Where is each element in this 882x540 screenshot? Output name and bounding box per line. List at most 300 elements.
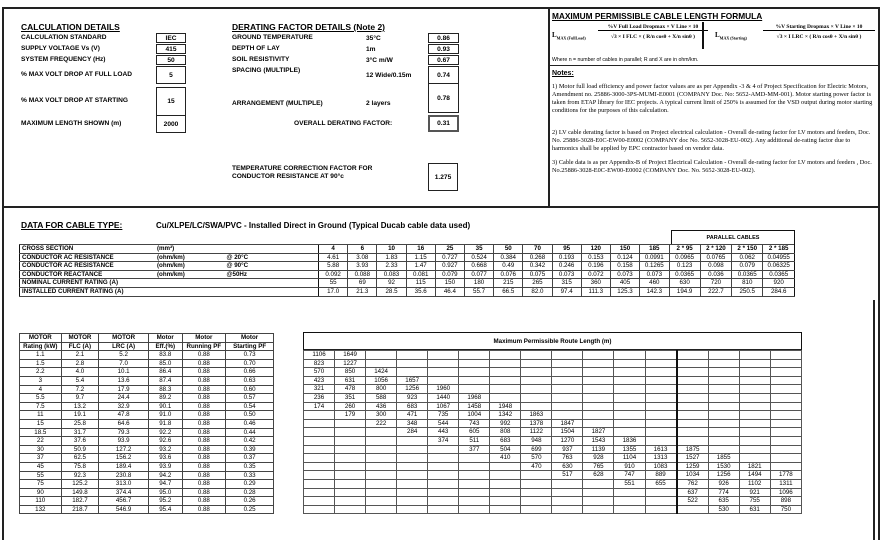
route-length-cell bbox=[490, 359, 521, 368]
route-length-cell bbox=[521, 497, 552, 506]
route-length-cell: 530 bbox=[708, 505, 739, 514]
route-length-cell: 1968 bbox=[459, 393, 490, 402]
route-length-cell: 1102 bbox=[739, 479, 770, 488]
motor-cell: 64.6 bbox=[99, 419, 149, 428]
route-length-cell bbox=[335, 488, 366, 497]
route-length-cell bbox=[552, 385, 583, 394]
cable-cell: 1.47 bbox=[406, 262, 435, 271]
route-length-cell: 631 bbox=[739, 505, 770, 514]
route-length-cell: 588 bbox=[366, 393, 397, 402]
cable-cell: 95 bbox=[552, 245, 581, 254]
route-length-cell bbox=[366, 471, 397, 480]
motor-cell: 5.4 bbox=[61, 376, 99, 385]
route-length-cell: 755 bbox=[739, 497, 770, 506]
route-length-cell bbox=[459, 454, 490, 463]
route-length-cell bbox=[366, 359, 397, 368]
motor-cell: 0.42 bbox=[226, 437, 274, 446]
route-length-cell: 1504 bbox=[552, 428, 583, 437]
route-length-cell bbox=[397, 462, 428, 471]
route-length-cell bbox=[583, 385, 614, 394]
route-length-cell: 1259 bbox=[677, 462, 709, 471]
calc-label: SYSTEM FREQUENCY (Hz) bbox=[21, 55, 106, 63]
calc-value-field: IEC bbox=[156, 33, 186, 43]
cable-cell: 0.098 bbox=[700, 262, 731, 271]
cable-row-condition bbox=[224, 279, 318, 288]
route-length-cell: 605 bbox=[459, 428, 490, 437]
cable-cell: 2.33 bbox=[377, 262, 406, 271]
motor-cell: 125.2 bbox=[61, 480, 99, 489]
route-length-cell bbox=[521, 479, 552, 488]
cable-cell: 82.0 bbox=[523, 287, 552, 296]
route-length-cell bbox=[739, 351, 770, 360]
route-length-cell: 236 bbox=[304, 393, 335, 402]
motor-row bbox=[20, 480, 274, 489]
motor-column-header: Eff.(%) bbox=[149, 342, 183, 351]
cable-cell: 4 bbox=[319, 245, 348, 254]
route-length-cell: 1863 bbox=[521, 411, 552, 420]
route-length-cell bbox=[366, 479, 397, 488]
route-length-cell bbox=[614, 359, 645, 368]
route-length-cell bbox=[490, 376, 521, 385]
note-1: 1) Motor full load efficiency and power factor values are as per Appendix -3 & 4 of Project Specification for Electric Motors, Amendment no. 25886-3000-3PS-MUMI-E0001 (COMPANY Doc. No: 5652-AMD-MM-001). Motor starting power factor is taken from ETAP library for IEC projects. A typical current limit of 250% is assumed for the VSD output during motor starting conditions for the purposes of this calculation. bbox=[552, 83, 873, 114]
motor-cell: 31.7 bbox=[61, 428, 99, 437]
cable-cell: 46.4 bbox=[435, 287, 464, 296]
motor-cell: 0.33 bbox=[226, 471, 274, 480]
route-length-cell bbox=[397, 479, 428, 488]
motor-cell: 62.5 bbox=[61, 454, 99, 463]
route-row bbox=[304, 488, 802, 497]
route-length-cell bbox=[366, 351, 397, 360]
motor-column-header: Motor bbox=[149, 334, 183, 343]
route-length-cell: 222 bbox=[366, 419, 397, 428]
calc-label: % MAX VOLT DROP AT FULL LOAD bbox=[21, 70, 132, 78]
motor-cell: 55 bbox=[20, 471, 62, 480]
route-length-cell: 471 bbox=[397, 411, 428, 420]
note-2: 2) LV cable derating factor is based on Project electrical calculation - Overall de-rating factor for LV motors and feeders, Doc. No. 25886-3028-E0C-EW00-E0002 (COMPANY doc No. 5652-3028-EU-002). Any additional de-rating factor due to harmonics shall be applied by EPC contractor based on vendor data. bbox=[552, 129, 871, 152]
notes-title: Notes: bbox=[552, 70, 574, 77]
cable-row bbox=[20, 270, 795, 279]
cable-cell: 28.5 bbox=[377, 287, 406, 296]
route-length-cell: 1527 bbox=[677, 454, 709, 463]
motor-cell: 4.0 bbox=[61, 368, 99, 377]
route-length-cell bbox=[583, 488, 614, 497]
motor-column-header: Starting PF bbox=[226, 342, 274, 351]
route-length-cell bbox=[770, 411, 801, 420]
motor-cell: 0.88 bbox=[182, 419, 226, 428]
route-length-cell: 921 bbox=[739, 488, 770, 497]
cable-cell: 0.124 bbox=[610, 253, 639, 262]
route-length-cell bbox=[708, 436, 739, 445]
route-length-cell bbox=[552, 411, 583, 420]
cable-cell: 55 bbox=[319, 279, 348, 288]
route-length-cell bbox=[708, 419, 739, 428]
route-length-cell bbox=[490, 385, 521, 394]
cable-row-name: NOMINAL CURRENT RATING (A) bbox=[20, 279, 156, 288]
cable-cell: 0.04955 bbox=[763, 253, 795, 262]
route-length-cell: 1458 bbox=[459, 402, 490, 411]
route-length-cell: 1096 bbox=[770, 488, 801, 497]
cable-row-name: CONDUCTOR AC RESISTANCE bbox=[20, 253, 156, 262]
motor-cell: 1.1 bbox=[20, 351, 62, 360]
route-length-cell bbox=[366, 454, 397, 463]
derating-label: GROUND TEMPERATURE bbox=[232, 34, 313, 41]
derating-value-field: 0.67 bbox=[428, 55, 459, 65]
motor-cell: 91.8 bbox=[149, 419, 183, 428]
cable-cell: 265 bbox=[523, 279, 552, 288]
cable-row-unit: (ohm/km) bbox=[155, 262, 224, 271]
route-length-cell: 628 bbox=[583, 471, 614, 480]
route-length-cell bbox=[552, 402, 583, 411]
motor-cell: 13.6 bbox=[99, 376, 149, 385]
cable-row-unit: (ohm/km) bbox=[155, 270, 224, 279]
motor-row bbox=[20, 437, 274, 446]
cable-cell: 0.073 bbox=[640, 270, 669, 279]
route-length-cell bbox=[335, 445, 366, 454]
formula-starting-denominator: √3 × I LRC × ( R/n cosθ + X/n sinθ ) bbox=[776, 34, 862, 40]
temp-correction-label-2: CONDUCTOR RESISTANCE AT 90°c bbox=[232, 173, 344, 180]
derating-parameter: 3°C m/W bbox=[366, 57, 393, 64]
motor-cell: 37 bbox=[20, 454, 62, 463]
route-length-cell bbox=[397, 359, 428, 368]
route-length-cell bbox=[614, 505, 645, 514]
cable-cell: 3.93 bbox=[348, 262, 377, 271]
route-row bbox=[304, 402, 802, 411]
motor-row bbox=[20, 376, 274, 385]
route-length-title: Maximum Permissible Route Length (m) bbox=[303, 332, 802, 350]
derating-value-field: 0.74 bbox=[428, 66, 459, 84]
route-row bbox=[304, 479, 802, 488]
motor-row bbox=[20, 368, 274, 377]
route-length-cell: 570 bbox=[521, 454, 552, 463]
cable-cell: 125.3 bbox=[610, 287, 639, 296]
route-length-cell: 570 bbox=[304, 368, 335, 377]
calc-value-field: 2000 bbox=[156, 115, 186, 133]
route-length-cell: 1355 bbox=[614, 445, 645, 454]
route-length-cell bbox=[770, 393, 801, 402]
motor-row bbox=[20, 471, 274, 480]
motor-cell: 22 bbox=[20, 437, 62, 446]
route-length-cell bbox=[490, 462, 521, 471]
route-length-cell bbox=[304, 471, 335, 480]
cable-row bbox=[20, 253, 795, 262]
route-length-cell bbox=[428, 376, 459, 385]
route-length-cell: 1104 bbox=[614, 454, 645, 463]
cable-cell: 0.153 bbox=[581, 253, 610, 262]
motor-cell: 182.7 bbox=[61, 497, 99, 506]
route-length-cell: 1378 bbox=[521, 419, 552, 428]
cable-cell: 0.075 bbox=[523, 270, 552, 279]
notes-list bbox=[552, 83, 878, 181]
cable-row-unit bbox=[155, 279, 224, 288]
route-length-cell: 889 bbox=[645, 471, 677, 480]
route-length-cell bbox=[645, 351, 677, 360]
cable-cell: 0.123 bbox=[669, 262, 700, 271]
cable-cell: 6 bbox=[348, 245, 377, 254]
cable-row-unit bbox=[155, 287, 224, 296]
motor-cell: 47.8 bbox=[99, 411, 149, 420]
cable-cell: 2 * 95 bbox=[669, 245, 700, 254]
route-length-cell: 683 bbox=[490, 436, 521, 445]
route-length-cell bbox=[304, 505, 335, 514]
route-length-cell bbox=[583, 359, 614, 368]
cable-row-condition: @50Hz bbox=[224, 270, 318, 279]
route-length-cell bbox=[428, 454, 459, 463]
route-length-cell bbox=[335, 471, 366, 480]
cable-cell: 35 bbox=[464, 245, 493, 254]
route-length-cell bbox=[645, 359, 677, 368]
route-length-cell: 1847 bbox=[552, 419, 583, 428]
cable-row-unit: (mm²) bbox=[155, 245, 224, 254]
route-row bbox=[304, 505, 802, 514]
route-length-cell bbox=[677, 436, 709, 445]
route-length-cell bbox=[645, 393, 677, 402]
route-length-cell: 1313 bbox=[645, 454, 677, 463]
route-length-cell bbox=[614, 351, 645, 360]
motor-cell: 45 bbox=[20, 462, 62, 471]
route-length-cell bbox=[521, 385, 552, 394]
route-length-cell bbox=[739, 402, 770, 411]
motor-cell: 0.88 bbox=[182, 385, 226, 394]
temp-correction-value: 1.275 bbox=[428, 163, 458, 191]
route-length-cell: 551 bbox=[614, 479, 645, 488]
route-length-cell: 992 bbox=[490, 419, 521, 428]
route-length-cell: 937 bbox=[552, 445, 583, 454]
cable-cell: 0.079 bbox=[435, 270, 464, 279]
route-length-cell: 436 bbox=[366, 402, 397, 411]
route-length-cell bbox=[739, 368, 770, 377]
calc-value-field: 415 bbox=[156, 44, 186, 54]
route-length-cell bbox=[459, 488, 490, 497]
route-length-cell bbox=[304, 411, 335, 420]
route-length-cell bbox=[645, 385, 677, 394]
motor-cell: 50.9 bbox=[61, 445, 99, 454]
route-length-cell bbox=[739, 385, 770, 394]
cable-cell: 16 bbox=[406, 245, 435, 254]
formula-where-text: Where n = number of cables in parallel; R and X are in ohm/km. bbox=[552, 57, 699, 63]
cable-cell: 0.524 bbox=[464, 253, 493, 262]
motor-cell: 94.2 bbox=[149, 471, 183, 480]
route-length-cell bbox=[459, 497, 490, 506]
calc-value-field: 5 bbox=[156, 66, 186, 84]
cable-cell: 1.83 bbox=[377, 253, 406, 262]
route-length-cell: 284 bbox=[397, 428, 428, 437]
cable-cell: 194.9 bbox=[669, 287, 700, 296]
motor-row bbox=[20, 462, 274, 471]
cable-cell: 720 bbox=[700, 279, 731, 288]
route-length-cell: 1122 bbox=[521, 428, 552, 437]
motor-cell: 91.0 bbox=[149, 411, 183, 420]
calc-value-field: 50 bbox=[156, 55, 186, 65]
cable-row-name: CONDUCTOR REACTANCE bbox=[20, 270, 156, 279]
motor-cell: 0.35 bbox=[226, 462, 274, 471]
cable-cell: 0.668 bbox=[464, 262, 493, 271]
cable-cell: 150 bbox=[610, 245, 639, 254]
cable-cell: 315 bbox=[552, 279, 581, 288]
cable-cell: 0.246 bbox=[552, 262, 581, 271]
motor-cell: 92.2 bbox=[149, 428, 183, 437]
route-length-cell bbox=[366, 436, 397, 445]
route-length-cell bbox=[304, 462, 335, 471]
route-length-cell bbox=[304, 488, 335, 497]
formula-title: MAXIMUM PERMISSIBLE CABLE LENGTH FORMULA bbox=[552, 11, 763, 21]
route-length-cell bbox=[614, 376, 645, 385]
cable-cell: 69 bbox=[348, 279, 377, 288]
route-length-cell: 774 bbox=[708, 488, 739, 497]
calc-value-field: 15 bbox=[156, 87, 186, 116]
route-length-cell: 823 bbox=[304, 359, 335, 368]
route-length-cell bbox=[366, 445, 397, 454]
motor-cell: 456.7 bbox=[99, 497, 149, 506]
cable-cell: 0.036 bbox=[700, 270, 731, 279]
route-length-cell: 765 bbox=[583, 462, 614, 471]
cable-cell: 97.4 bbox=[552, 287, 581, 296]
route-length-cell bbox=[614, 419, 645, 428]
route-length-cell bbox=[645, 428, 677, 437]
route-length-cell bbox=[614, 411, 645, 420]
route-length-cell bbox=[459, 368, 490, 377]
motor-cell: 189.4 bbox=[99, 462, 149, 471]
route-length-cell bbox=[397, 471, 428, 480]
route-length-cell bbox=[770, 419, 801, 428]
route-length-cell: 910 bbox=[614, 462, 645, 471]
motor-cell: 0.88 bbox=[182, 505, 226, 514]
route-length-cell bbox=[304, 436, 335, 445]
route-row bbox=[304, 351, 802, 360]
route-length-cell bbox=[459, 376, 490, 385]
route-length-cell: 517 bbox=[552, 471, 583, 480]
cable-cell: 0.196 bbox=[581, 262, 610, 271]
route-length-cell: 1821 bbox=[739, 462, 770, 471]
route-length-cell bbox=[583, 411, 614, 420]
motor-cell: 13.2 bbox=[61, 402, 99, 411]
route-length-cell: 1424 bbox=[366, 368, 397, 377]
route-length-cell bbox=[708, 402, 739, 411]
route-length-cell bbox=[521, 393, 552, 402]
route-length-cell bbox=[552, 351, 583, 360]
motor-cell: 156.2 bbox=[99, 454, 149, 463]
route-length-cell bbox=[739, 445, 770, 454]
route-length-cell bbox=[677, 505, 709, 514]
motor-cell: 24.4 bbox=[99, 394, 149, 403]
route-length-cell bbox=[304, 428, 335, 437]
formula-full-load-denominator: √3 × I FLC × ( R/n cosθ + X/n sinθ ) bbox=[610, 34, 696, 40]
cable-row bbox=[20, 279, 795, 288]
note-3: 3) Cable data is as per Appendix-B of Project Electrical Calculation - Overall de-rating factor for LV motors and feeders , Doc. No.25886-3028-E0C-EW00-E0002 (COMPANY Doc. No. 5652-3028-EU-002). bbox=[552, 159, 872, 174]
cable-cell: 0.0765 bbox=[700, 253, 731, 262]
cable-cell: 17.0 bbox=[319, 287, 348, 296]
cable-cell: 50 bbox=[494, 245, 523, 254]
motor-cell: 110 bbox=[20, 497, 62, 506]
cable-cell: 0.384 bbox=[494, 253, 523, 262]
route-length-cell: 1256 bbox=[708, 471, 739, 480]
route-length-cell bbox=[490, 351, 521, 360]
cable-cell: 2 * 120 bbox=[700, 245, 731, 254]
route-length-cell bbox=[428, 462, 459, 471]
motor-cell: 86.4 bbox=[149, 368, 183, 377]
route-length-cell bbox=[428, 445, 459, 454]
motor-cell: 7.5 bbox=[20, 402, 62, 411]
derating-parameter: 1m bbox=[366, 46, 376, 53]
cable-cell: 0.076 bbox=[494, 270, 523, 279]
route-length-cell: 850 bbox=[335, 368, 366, 377]
motor-row bbox=[20, 454, 274, 463]
motor-column-header: Motor bbox=[182, 334, 226, 343]
route-length-cell bbox=[583, 479, 614, 488]
route-length-cell bbox=[739, 359, 770, 368]
motor-cell: 0.37 bbox=[226, 454, 274, 463]
cable-cell: 250.5 bbox=[732, 287, 763, 296]
route-length-table bbox=[303, 350, 802, 514]
route-length-cell bbox=[521, 376, 552, 385]
route-length-cell bbox=[366, 505, 397, 514]
cable-cell: 0.268 bbox=[523, 253, 552, 262]
route-length-cell bbox=[335, 462, 366, 471]
route-length-cell bbox=[614, 428, 645, 437]
route-length-cell bbox=[521, 402, 552, 411]
cable-cell: 0.073 bbox=[552, 270, 581, 279]
route-length-cell bbox=[708, 393, 739, 402]
route-length-cell bbox=[708, 368, 739, 377]
route-row bbox=[304, 471, 802, 480]
route-length-cell: 923 bbox=[397, 393, 428, 402]
motor-column-header: MOTOR bbox=[99, 334, 149, 343]
route-length-cell bbox=[428, 497, 459, 506]
route-length-cell bbox=[708, 359, 739, 368]
motor-column-header: LRC (A) bbox=[99, 342, 149, 351]
route-length-cell bbox=[521, 359, 552, 368]
motor-cell: 3 bbox=[20, 376, 62, 385]
cable-cell: 35.6 bbox=[406, 287, 435, 296]
motor-header-row bbox=[20, 334, 274, 343]
route-length-cell bbox=[677, 368, 709, 377]
motor-cell: 0.63 bbox=[226, 376, 274, 385]
motor-cell: 83.8 bbox=[149, 351, 183, 360]
route-length-cell: 504 bbox=[490, 445, 521, 454]
route-length-cell bbox=[552, 393, 583, 402]
route-length-cell: 699 bbox=[521, 445, 552, 454]
formula-divider bbox=[702, 22, 704, 49]
route-length-cell: 1960 bbox=[428, 385, 459, 394]
route-length-cell bbox=[677, 419, 709, 428]
route-length-cell bbox=[552, 479, 583, 488]
route-row bbox=[304, 359, 802, 368]
route-length-cell bbox=[770, 445, 801, 454]
cable-cell: 0.0991 bbox=[640, 253, 669, 262]
route-length-cell: 478 bbox=[335, 385, 366, 394]
derating-parameter: 12 Wide/0.15m bbox=[366, 72, 412, 79]
route-length-cell: 747 bbox=[614, 471, 645, 480]
motor-cell: 88.3 bbox=[149, 385, 183, 394]
route-length-cell bbox=[770, 402, 801, 411]
route-row bbox=[304, 411, 802, 420]
route-length-cell bbox=[677, 411, 709, 420]
route-length-cell bbox=[739, 411, 770, 420]
route-length-cell: 377 bbox=[459, 445, 490, 454]
route-length-cell: 348 bbox=[397, 419, 428, 428]
route-length-cell: 1494 bbox=[739, 471, 770, 480]
motor-cell: 30 bbox=[20, 445, 62, 454]
route-length-cell: 511 bbox=[459, 436, 490, 445]
route-length-cell bbox=[397, 351, 428, 360]
motor-cell: 0.88 bbox=[182, 376, 226, 385]
cable-row-condition bbox=[224, 245, 318, 254]
motor-column-header: Running PF bbox=[182, 342, 226, 351]
cable-cell: 810 bbox=[732, 279, 763, 288]
cable-row bbox=[20, 287, 795, 296]
route-length-cell bbox=[459, 505, 490, 514]
motor-cell: 93.6 bbox=[149, 454, 183, 463]
motor-cell: 7.2 bbox=[61, 385, 99, 394]
